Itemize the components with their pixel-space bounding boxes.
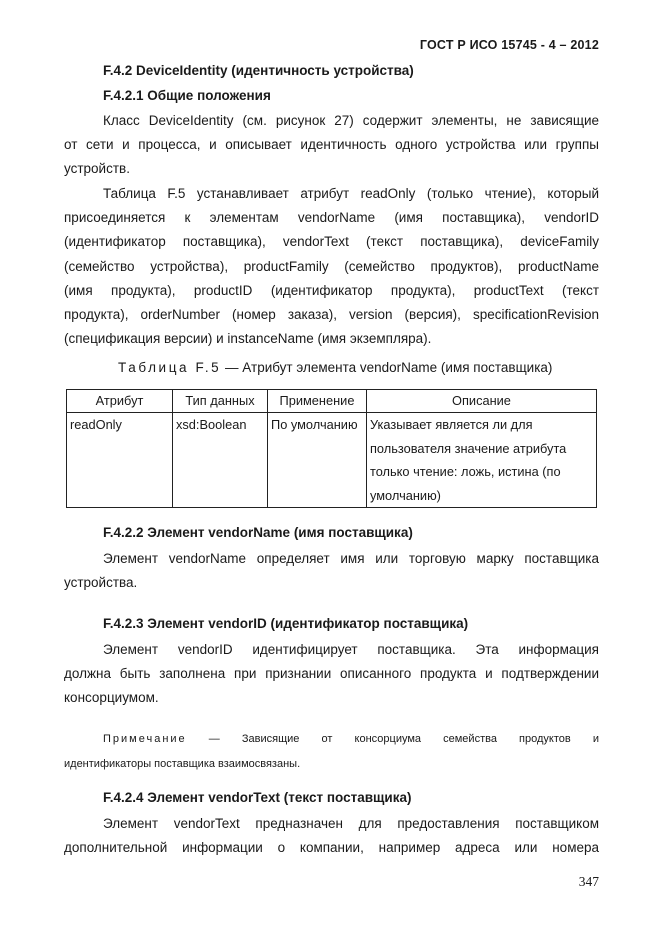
section-title-device-identity: F.4.2 DeviceIdentity (идентичность устройства)	[103, 63, 414, 78]
text-line: Элемент vendorName определяет имя или торговую марку поставщика	[103, 551, 599, 566]
cell-usage: По умолчанию	[268, 413, 367, 508]
cell-attribute: readOnly	[67, 413, 173, 508]
header-cell-description: Описание	[367, 390, 597, 413]
paragraph-vendor-id	[64, 638, 599, 711]
text-line: (имя продукта), productID (идентификатор продукта), productText (текст	[64, 282, 599, 298]
section-title-vendor-id: F.4.2.3 Элемент vendorID (идентификатор поставщика)	[103, 616, 469, 631]
page-number: 347	[578, 874, 599, 889]
table-caption	[118, 360, 552, 375]
paragraph-vendor-text	[64, 812, 599, 860]
text-line: присоединяется к элементам vendorName (имя поставщика), vendorID	[64, 210, 599, 226]
description-line: Указывает является ли для	[370, 417, 533, 432]
text-line: (спецификация версии) и instanceName (имя экземпляра).	[64, 331, 432, 347]
header-cell-attribute: Атрибут	[67, 390, 173, 413]
header-cell-usage: Применение	[268, 390, 367, 413]
note-block	[64, 727, 599, 777]
text-line: должна быть заполнена при признании описанного продукта и подтверждении	[64, 666, 599, 682]
table-row	[67, 413, 597, 508]
description-line: только чтение: ложь, истина (по	[370, 464, 561, 479]
text-line: (семейство устройства), productFamily (семейство продуктов), productName	[64, 258, 599, 274]
paragraph-vendor-name	[64, 547, 599, 595]
header-cell-data-type: Тип данных	[173, 390, 268, 413]
text-line: Таблица F.5 устанавливает атрибут readOnly (только чтение), который	[103, 186, 599, 201]
text-line: устройства.	[64, 575, 138, 591]
text-line: Элемент vendorText предназначен для предоставления поставщиком	[103, 816, 599, 831]
standard-header: ГОСТ Р ИСО 15745 - 4 – 2012	[419, 38, 599, 52]
table-header-row	[67, 390, 597, 413]
text-line: консорциумом.	[64, 690, 159, 706]
text-line: продукта), orderNumber (номер заказа), version (версия), specificationRevision	[64, 306, 599, 322]
paragraph-table-intro	[64, 182, 599, 351]
text-line: от сети и процесса, и описывает идентичность одного устройства или группы	[64, 137, 599, 153]
text-line: (идентификатор поставщика), vendorText (текст поставщика), deviceFamily	[64, 234, 599, 250]
text-line: Элемент vendorID идентифицирует поставщика. Эта информация	[103, 642, 599, 657]
text-line: Класс DeviceIdentity (см. рисунок 27) содержит элементы, не зависящие	[103, 113, 599, 128]
table-caption-text: — Атрибут элемента vendorName (имя поставщика)	[221, 360, 553, 375]
section-title-vendor-name: F.4.2.2 Элемент vendorName (имя поставщика)	[103, 525, 413, 540]
note-line	[64, 727, 599, 752]
cell-data-type: xsd:Boolean	[173, 413, 268, 508]
cell-description	[367, 413, 597, 508]
note-text: — Зависящие от консорциума семейства продуктов и	[186, 733, 599, 745]
section-title-general: F.4.2.1 Общие положения	[103, 88, 271, 103]
text-line: дополнительной информации о компании, например адреса или номера	[64, 840, 599, 856]
text-line: устройств.	[64, 161, 130, 177]
note-label: Примечание	[103, 733, 187, 745]
paragraph-device-identity	[64, 109, 599, 182]
description-line: пользователя значение атрибута	[370, 440, 567, 456]
note-line: идентификаторы поставщика взаимосвязаны.	[64, 758, 301, 770]
attribute-table	[66, 389, 597, 508]
table-caption-label: Таблица F.5	[118, 360, 222, 375]
description-line: умолчанию)	[370, 487, 441, 503]
section-title-vendor-text: F.4.2.4 Элемент vendorText (текст поставщика)	[103, 790, 412, 805]
